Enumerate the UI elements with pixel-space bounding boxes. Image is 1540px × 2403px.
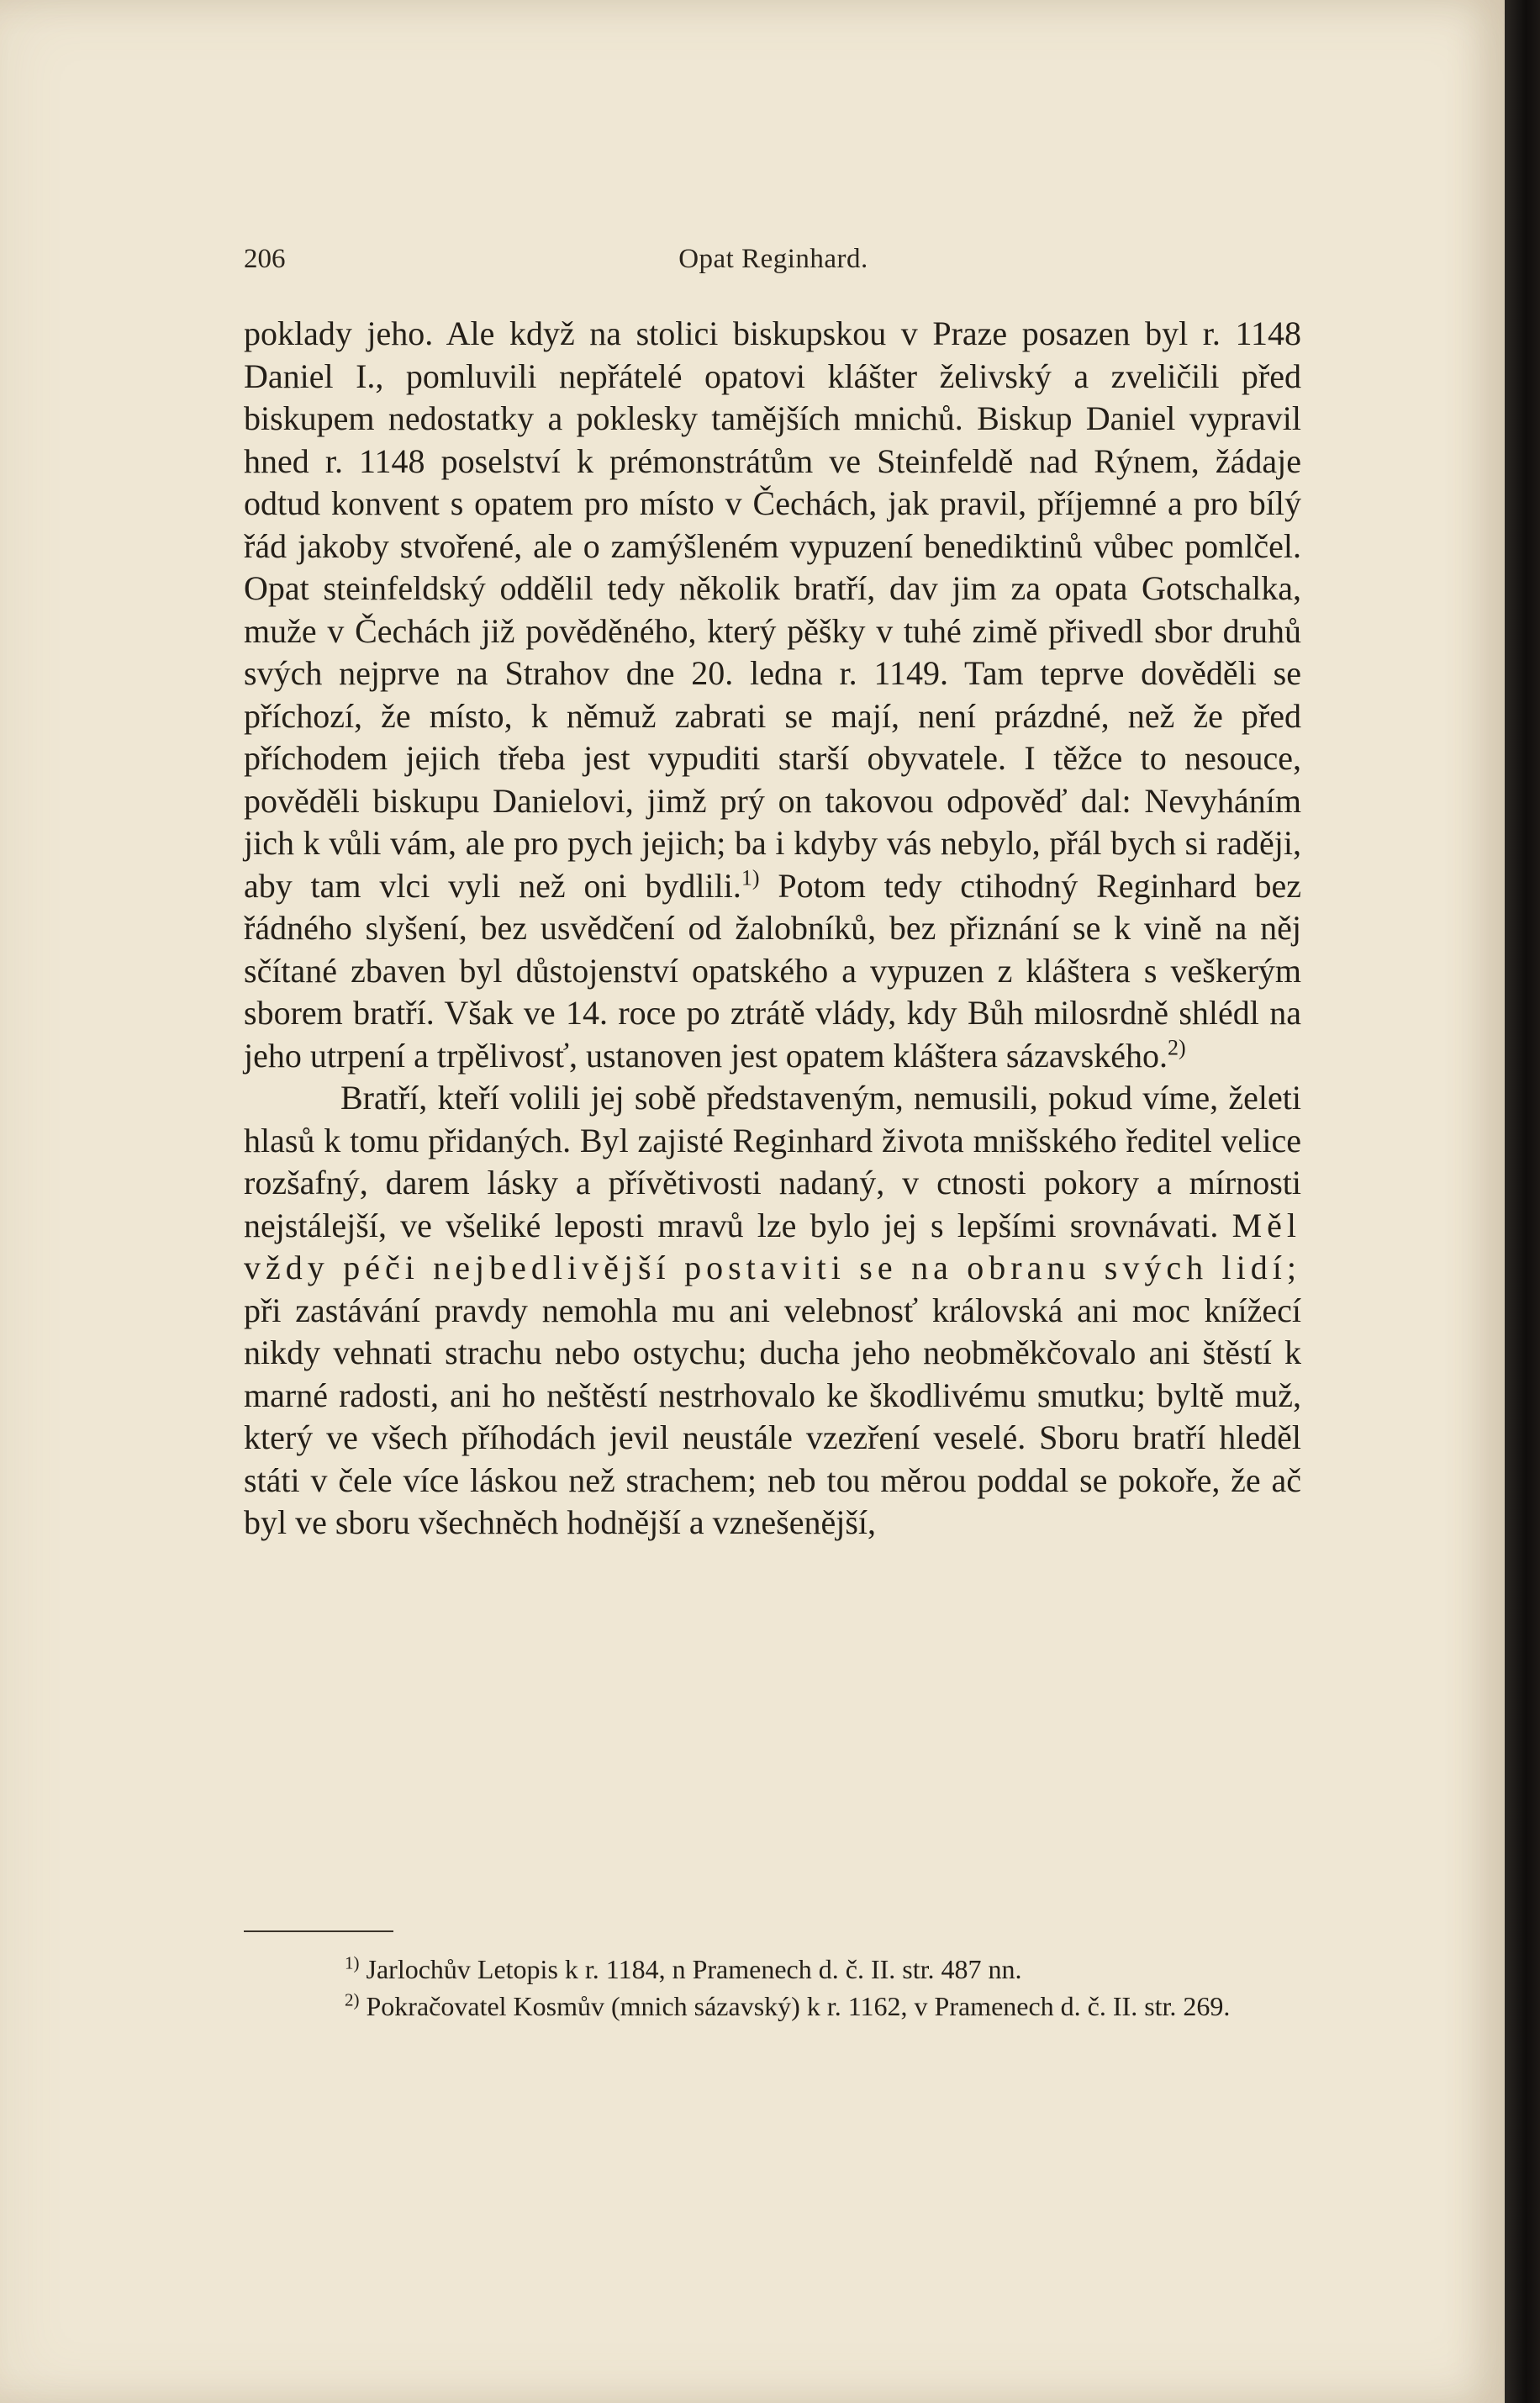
paragraph-2-text-b: při zastávání pravdy nemohla mu ani velebnosť královská ani moc knížecí nikdy vehnati strachu nebo ostychu; ducha jeho neobměkčovalo ani štěstí k marné radosti, ani ho neštěstí nestrhovalo ke škodlivému smutku; byltě muž, který ve všech příhodách jevil neustále vzezření veselé. Sboru bratří hleděl státi v čele více láskou než strachem; neb tou měrou poddal se pokoře, že ač byl ve sboru všechněch hodnější a vznešenější, xyxy=(244,1291,1301,1541)
footnote-1-text: Jarlochův Letopis k r. 1184, n Pramenech d. č. II. str. 487 nn. xyxy=(359,1954,1022,1984)
footnote-divider xyxy=(244,1930,393,1932)
footnote-1-mark: 1) xyxy=(345,1952,360,1973)
book-spine-edge xyxy=(1505,0,1540,2403)
paragraph-1-text-a: poklady jeho. Ale když na stolici biskupskou v Praze posazen byl r. 1148 Daniel I., pomluvili nepřátelé opatovi klášter želivský a zveličili před biskupem nedostatky a poklesky tamějších mnichů. Biskup Daniel vypravil hned r. 1148 poselství k prémonstrátům ve Steinfeldě nad Rýnem, žádaje odtud konvent s opatem pro místo v Čechách, jak pravil, příjemné a pro bílý řád jakoby stvořené, ale o zamýšleném vypuzení benediktinů vůbec pomlčel. Opat steinfeldský oddělil tedy několik bratří, dav jim za opata Gotschalka, muže v Čechách již pověděného, který pěšky v tuhé zimě přivedl sbor druhů svých nejprve na Strahov dne 20. ledna r. 1149. Tam teprve dověděli se příchozí, že místo, k němuž zabrati se mají, není prázdné, než že před příchodem jejich třeba jest vypuditi starší obyvatele. I těžce to nesouce, pověděli biskupu Danielovi, jimž prý on takovou odpověď dal: Nevyháním jich k vůli vám, ale pro pych jejich; ba i kdyby vás nebylo, přál bych si raději, aby tam vlci vyli než oni bydlili. xyxy=(244,314,1301,905)
paragraph-2-text-a: Bratří, kteří volili jej sobě představeným, nemusili, pokud víme, želeti hlasů k tomu přidaných. Byl zajisté Reginhard života mnišského ředitel velice rozšafný, darem lásky a přívětivosti nadaný, v ctnosti pokory a mírnosti nejstálejší, ve všeliké leposti mravů lze bylo jej s lepšími srovnávati. xyxy=(244,1079,1301,1244)
footnote-1 xyxy=(244,1951,1301,1988)
footnotes xyxy=(244,1951,1301,2025)
paragraph-2-emphasis: Měl vždy péči nejbedlivější postaviti se na obranu svých lidí; xyxy=(244,1206,1301,1286)
main-text xyxy=(244,313,1301,1545)
footnote-2-mark: 2) xyxy=(345,1989,360,2010)
footnote-ref-2: 2) xyxy=(1167,1035,1186,1060)
paragraph-2 xyxy=(244,1077,1301,1545)
footnote-2 xyxy=(244,1988,1301,2025)
paragraph-1-text-b: Potom tedy ctihodný Reginhard bez řádného slyšení, bez usvědčení od žalobníků, bez přiznání se k vině na něj sčítané zbaven byl důstojenství opatského a vypuzen z kláštera s veškerým sborem bratří. Však ve 14. roce po ztrátě vlády, kdy Bůh milosrdně shlédl na jeho utrpení a trpělivosť, ustanoven jest opatem kláštera sázavského. xyxy=(244,866,1302,1075)
page-header xyxy=(244,244,1303,286)
paragraph-1 xyxy=(244,313,1301,1077)
running-title: Opat Reginhard. xyxy=(678,244,868,274)
page-number: 206 xyxy=(244,244,286,274)
footnote-2-text: Pokračovatel Kosmův (mnich sázavský) k r. 1162, v Pramenech d. č. II. str. 269. xyxy=(359,1991,1231,2021)
footnote-ref-1: 1) xyxy=(741,865,760,890)
